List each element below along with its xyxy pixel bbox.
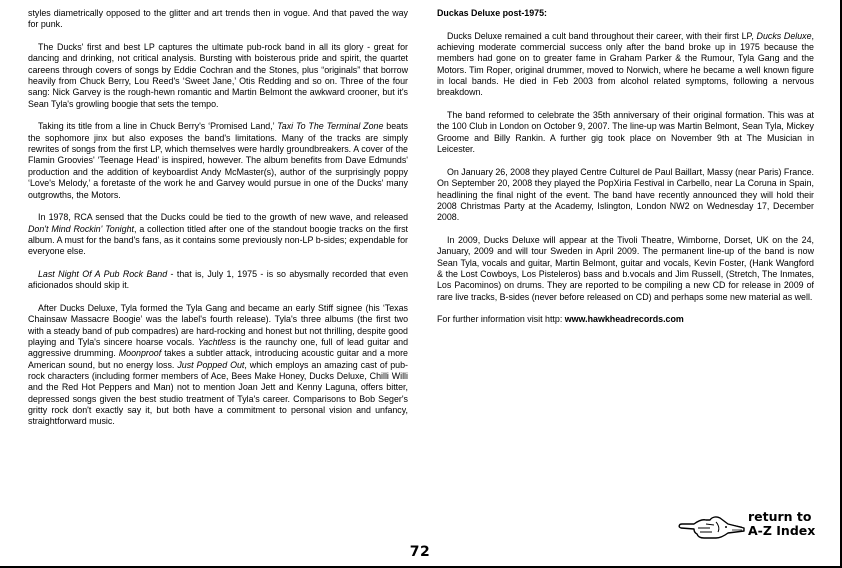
paragraph-text: In 1978, RCA sensed that the Ducks could be tied to the growth of new wave, and released — [38, 212, 408, 223]
italic-title: Don't Mind Rockin' Tonight — [28, 223, 134, 234]
italic-title: Ducks Deluxe — [756, 30, 812, 41]
right-paragraph — [437, 235, 814, 303]
right-paragraphs — [437, 31, 814, 303]
paragraph-text: styles diametrically opposed to the glitter and art trends then in vogue. And that paved the way for punk. — [28, 8, 408, 30]
right-paragraph — [437, 110, 814, 155]
right-column — [437, 8, 814, 326]
left-paragraph — [28, 121, 408, 200]
right-paragraph — [437, 167, 814, 224]
left-paragraph — [28, 8, 408, 31]
paragraph-text: , achieving moderate commercial success only after the band broke up in 1975 because the members had gone on to greater fame in Graham Parker & the Rumour, Tyla Gang and the Motors. Tim Roper, original drummer, moved to Norwich, where he became a well known figure in local bands. He died in Feb 2003 from alcohol related symptoms, following a nervous breakdown. — [437, 30, 815, 98]
paragraph-text: , which employs an amazing cast of pub-rock characters (including former members of Ace, Bees Make Honey, Ducks Deluxe, Chilli Willi and the Red Hot Peppers and Man) not to mention Joan Jett and Kenny Laguna, offers bitter, depressed songs given the best studio treatment of Tyla's career. Comparisons to Bob Seger's gritty rock don't exactly say it, but both have a commitment to personal vision and unfancy, straightforward music. — [28, 359, 408, 427]
pointing-hand-icon — [676, 512, 746, 542]
section-heading: Duckas Deluxe post-1975: — [437, 8, 547, 18]
paragraph-text: The band reformed to celebrate the 35th anniversary of their original formation. This was at the 100 Club in London on October 9, 2007. The line-up was Martin Belmont, Sean Tyla, Mickey Groome and Billy Rankin. A further gig took place on November 9th at The Musician in Leicester. — [437, 110, 814, 155]
paragraph-text: , a collection titled after one of the standout boogie tracks on the first album. A must for the band's fans, as it contains some previously non-LP b-sides; expendable for everyone else. — [28, 223, 408, 257]
paragraph-text: takes a subtler attack, introducing acoustic guitar and a more American sound, but no energy loss. — [28, 348, 408, 370]
italic-title: Taxi To The Terminal Zone — [277, 121, 384, 132]
paragraph-text: After Ducks Deluxe, Tyla formed the Tyla Gang and became an early Stiff signee (his ‘Texas Chainsaw Massacre Boogie’ was the label's fourth release). Tyla's three albums (the first two with a steady band of pub compadres) are hard-rocking and honest but not thrilling, despite good playing and Tyla's sincere hoarse vocals. — [28, 302, 408, 347]
paragraph-text: is the raunchy one, full of lead guitar and aggressive drumming. — [28, 336, 409, 359]
left-paragraph — [28, 212, 408, 257]
italic-title: Yachtless — [197, 336, 236, 347]
return-to-index-label — [748, 510, 815, 538]
paragraph-text: In 2009, Ducks Deluxe will appear at the Tivoli Theatre, Wimborne, Dorset, UK on the 24, January, 2009 and will tour Sweden in April 2009. The permanent line-up of the band is now Sean Tyla, vocals and guitar, Martin Belmont, guitar and vocals, Kevin Foster, (Hank Wangford & the Lost Cowboys, Los Pisteleros) bass and b.vocals and Jim Russell, (Stretch, The Inmates, Los Pacominos) on drums. They are reported to be compiling a new CD for release in 2009 of rare live tracks, B-sides (never before released on CD) and perhaps some new material as well. — [437, 234, 814, 302]
paragraph-text: On January 26, 2008 they played Centre Culturel de Paul Baillart, Massy (near Paris) France. On September 20, 2008 they played the PopXiria Festival in Carbello, near La Coruna in Spain, headlining the final night of the event. The band have recently announced they will hold their 2008 Christmas Party at the Academy, Islington, London NW2 on Wednesday 17, December 2008. — [437, 166, 815, 223]
paragraph-text: Ducks Deluxe remained a cult band throughout their career, with their first LP, — [447, 30, 757, 41]
return-line-2: A-Z Index — [748, 523, 816, 538]
left-paragraph — [28, 303, 408, 428]
right-paragraph — [437, 31, 814, 99]
paragraph-text: Taking its title from a line in Chuck Berry's ‘Promised Land,’ — [38, 121, 278, 132]
paragraph-text: The Ducks' first and best LP captures the ultimate pub-rock band in all its glory - great for dancing and drinking, not critical analysis. Bursting with boisterous pride and spirit, the quartet careens through covers of songs by Eddie Cochran and the Stones, plus “originals” that borrow heavily from Chuck Berry, Lou Reed's ‘Sweet Jane,’ Otis Redding and so on. Three of the four sang: Nick Garvey is the rough-hewn romantic and Martin Belmont the awkward crooner, but it's Sean Tyla's growling boogie that sets the tempo. — [28, 42, 408, 109]
website-link[interactable]: www.hawkheadrecords.com — [564, 314, 684, 325]
paragraph-text: beats the sophomore jinx but also exposes the band's limitations. Many of the tracks are simply rewrites of songs from the first LP, which themselves were hardly groundbreakers. A cover of the Flamin Groovies' ‘Teenage Head’ is inspired, however. The album benefits from Dave Edmunds' production and the addition of keyboardist Andy McMaster(s), author of the surprisingly poppy ‘Love's Melody,’ a foretaste of the work he and Garvey would pursue in one of the Ducks' many outgrowths, the Motors. — [28, 121, 408, 200]
return-line-1: return to — [748, 509, 812, 524]
further-info-prefix: For further information visit http: — [437, 314, 565, 325]
left-paragraph — [28, 269, 408, 292]
left-column — [28, 8, 408, 439]
paragraph-text: - that is, July 1, 1975 - is so abysmally recorded that even aficionados should skip it. — [28, 268, 409, 291]
left-paragraph — [28, 42, 408, 110]
further-info-line — [437, 314, 814, 325]
italic-title: Just Popped Out — [177, 359, 245, 370]
page-number: 72 — [409, 544, 431, 560]
italic-title: Last Night Of A Pub Rock Band — [38, 268, 168, 279]
italic-title: Moonproof — [118, 348, 162, 359]
